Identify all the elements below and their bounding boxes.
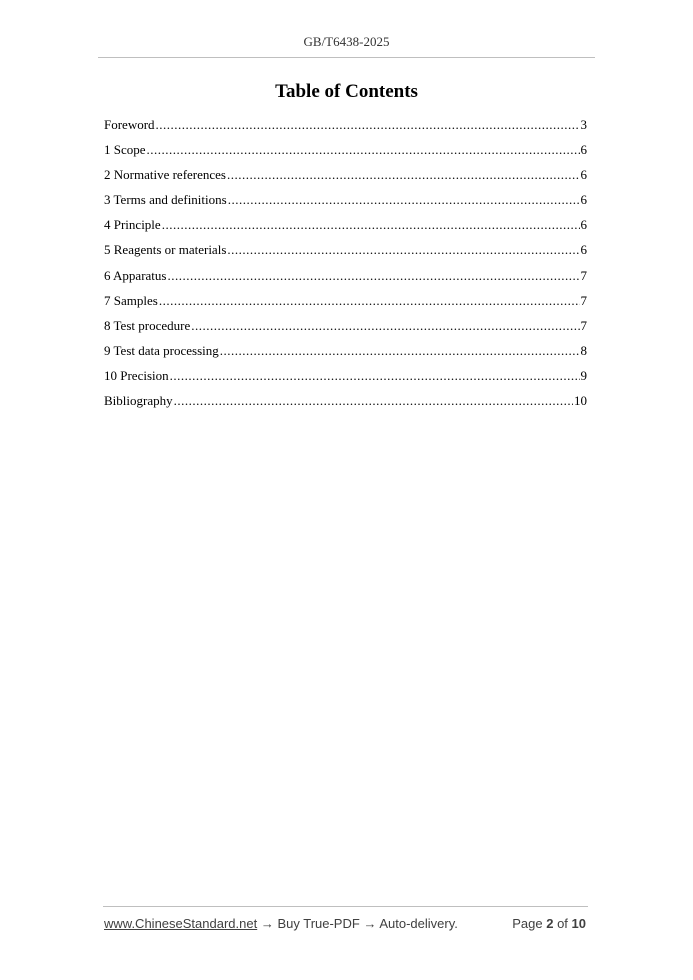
toc-entry-principle[interactable] (104, 217, 587, 242)
toc-entry-page: 6 (580, 192, 587, 208)
toc-entry-samples[interactable] (104, 293, 587, 318)
toc-entry-label: 5 Reagents or materials (104, 242, 227, 258)
toc-dot-leader (162, 217, 580, 233)
delivery-text: Auto-delivery. (379, 916, 458, 931)
toc-entry-test-data-processing[interactable] (104, 343, 587, 368)
toc-entry-page: 6 (580, 217, 587, 233)
toc-dot-leader (227, 242, 579, 258)
toc-entry-terms-and-definitions[interactable] (104, 192, 587, 217)
toc-entry-bibliography[interactable] (104, 393, 587, 418)
toc-dot-leader (191, 318, 579, 334)
toc-dot-leader (167, 268, 579, 284)
toc-title: Table of Contents (275, 81, 418, 102)
footer-divider (103, 906, 588, 907)
toc-entry-page: 6 (580, 142, 587, 158)
toc-entry-foreword[interactable] (104, 117, 587, 142)
toc-dot-leader (220, 343, 580, 359)
toc-entry-page: 6 (580, 242, 587, 258)
total-pages-number: 10 (571, 916, 586, 931)
toc-entry-label: 10 Precision (104, 367, 169, 383)
toc-dot-leader (174, 393, 573, 409)
toc-entry-precision[interactable] (104, 368, 587, 393)
toc-entry-page: 7 (580, 267, 587, 283)
arrow-right-icon: → (260, 916, 274, 931)
toc-dot-leader (156, 117, 580, 133)
site-link[interactable]: www.ChineseStandard.net (104, 916, 258, 931)
toc-entry-page: 10 (574, 393, 587, 409)
toc-entry-label: 8 Test procedure (104, 317, 191, 333)
toc-dot-leader (159, 293, 580, 309)
document-code-header: GB/T6438-2025 (303, 34, 390, 49)
toc-list (104, 117, 587, 418)
toc-dot-leader (147, 142, 580, 158)
toc-dot-leader (227, 167, 580, 183)
current-page-number: 2 (546, 916, 554, 931)
toc-entry-label: 3 Terms and definitions (104, 192, 227, 208)
toc-entry-label: Bibliography (104, 393, 173, 409)
page-word: Page (512, 916, 543, 931)
toc-entry-test-procedure[interactable] (104, 318, 587, 343)
toc-entry-page: 7 (580, 292, 587, 308)
toc-entry-apparatus[interactable] (104, 268, 587, 293)
toc-entry-label: 4 Principle (104, 217, 161, 233)
toc-dot-leader (170, 368, 580, 384)
footer-promo (104, 916, 458, 931)
toc-entry-page: 9 (580, 367, 587, 383)
page-indicator (512, 916, 586, 931)
toc-entry-label: 7 Samples (104, 292, 158, 308)
toc-entry-page: 3 (580, 117, 587, 132)
toc-dot-leader (228, 192, 580, 208)
toc-entry-label: 2 Normative references (104, 167, 226, 183)
toc-entry-page: 8 (580, 342, 587, 358)
toc-entry-label: 9 Test data processing (104, 342, 219, 358)
toc-entry-label: 6 Apparatus (104, 267, 167, 283)
footer (104, 916, 586, 934)
toc-entry-label: Foreword (104, 117, 155, 132)
toc-entry-scope[interactable] (104, 142, 587, 167)
toc-entry-reagents-or-materials[interactable] (104, 242, 587, 267)
toc-entry-label: 1 Scope (104, 142, 146, 158)
of-word: of (557, 916, 568, 931)
buy-text: Buy True-PDF (277, 916, 360, 931)
arrow-right-icon: → (363, 916, 377, 931)
toc-entry-page: 6 (580, 167, 587, 183)
toc-entry-page: 7 (580, 317, 587, 333)
toc-entry-normative-references[interactable] (104, 167, 587, 192)
header-divider (98, 57, 595, 58)
